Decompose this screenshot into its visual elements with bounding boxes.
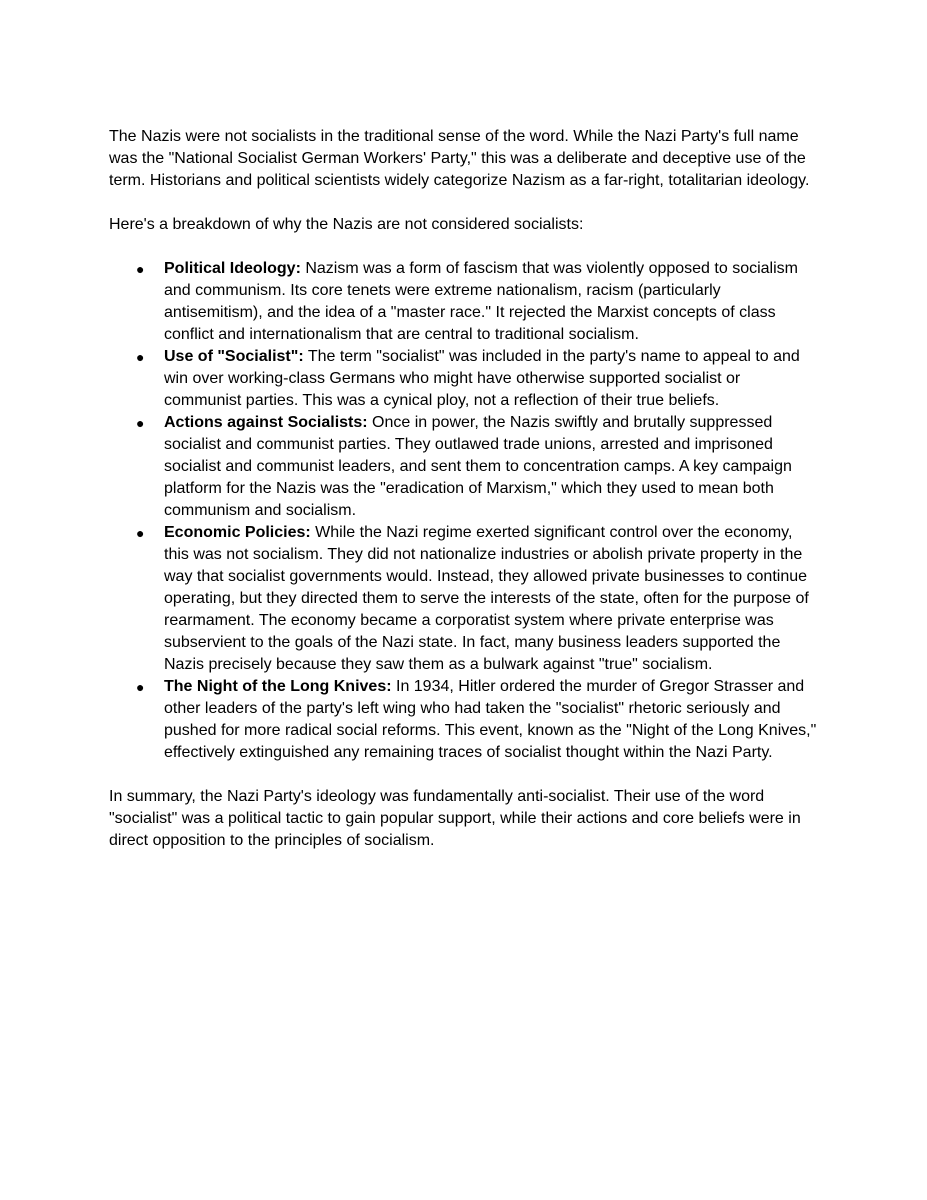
point-term: Economic Policies:	[164, 524, 311, 541]
list-item-use-of-socialist	[109, 346, 821, 412]
bullet-icon: ●	[136, 525, 145, 541]
point-text: The term "socialist" was included in the party's name to appeal to and win over working-class Germans who might have otherwise supported socialist or communist parties. This was a cynical ploy, not a reflection of their true beliefs.	[164, 348, 800, 409]
point-term: Political Ideology:	[164, 260, 301, 277]
point-term: Actions against Socialists:	[164, 414, 368, 431]
list-item-political-ideology	[109, 258, 821, 346]
point-text: In 1934, Hitler ordered the murder of Gregor Strasser and other leaders of the party's left wing who had taken the "socialist" rhetoric seriously and pushed for more radical social reforms. This event, known as the "Night of the Long Knives," effectively extinguished any remaining traces of socialist thought within the Nazi Party.	[164, 678, 817, 761]
point-term: Use of "Socialist":	[164, 348, 304, 365]
breakdown-lead-paragraph: Here's a breakdown of why the Nazis are not considered socialists:	[109, 216, 584, 233]
point-text: While the Nazi regime exerted significant control over the economy, this was not socialism. They did not nationalize industries or abolish private property in the way that socialist governments would. Instead, they allowed private businesses to continue operating, but they directed them to serve the interests of the state, often for the purpose of rearmament. The economy became a corporatist system where private enterprise was subservient to the goals of the Nazi state. In fact, many business leaders supported the Nazis precisely because they saw them as a bulwark against "true" socialism.	[164, 524, 809, 673]
intro-paragraph: The Nazis were not socialists in the traditional sense of the word. While the Nazi Party's full name was the "National Socialist German Workers' Party," this was a deliberate and deceptive use of the term. Historians and political scientists widely categorize Nazism as a far-right, totalitarian ideology.	[109, 128, 810, 189]
bullet-icon: ●	[136, 415, 145, 431]
bullet-icon: ●	[136, 261, 145, 277]
point-text: Once in power, the Nazis swiftly and brutally suppressed socialist and communist parties. They outlawed trade unions, arrested and imprisoned socialist and communist leaders, and sent them to concentration camps. A key campaign platform for the Nazis was the "eradication of Marxism," which they used to mean both communism and socialism.	[164, 414, 792, 519]
list-item-actions-against-socialists	[109, 412, 821, 522]
list-item-night-of-the-long-knives	[109, 676, 821, 764]
bullet-icon: ●	[136, 349, 145, 365]
point-term: The Night of the Long Knives:	[164, 678, 392, 695]
point-text: Nazism was a form of fascism that was violently opposed to socialism and communism. Its core tenets were extreme nationalism, racism (particularly antisemitism), and the idea of a "master race." It rejected the Marxist concepts of class conflict and internationalism that are central to traditional socialism.	[164, 260, 798, 343]
bullet-icon: ●	[136, 679, 145, 695]
list-item-economic-policies	[109, 522, 821, 676]
summary-paragraph: In summary, the Nazi Party's ideology was fundamentally anti-socialist. Their use of the word "socialist" was a political tactic to gain popular support, while their actions and core beliefs were in direct opposition to the principles of socialism.	[109, 788, 801, 849]
reasons-list	[109, 258, 821, 764]
document-page	[109, 126, 821, 874]
